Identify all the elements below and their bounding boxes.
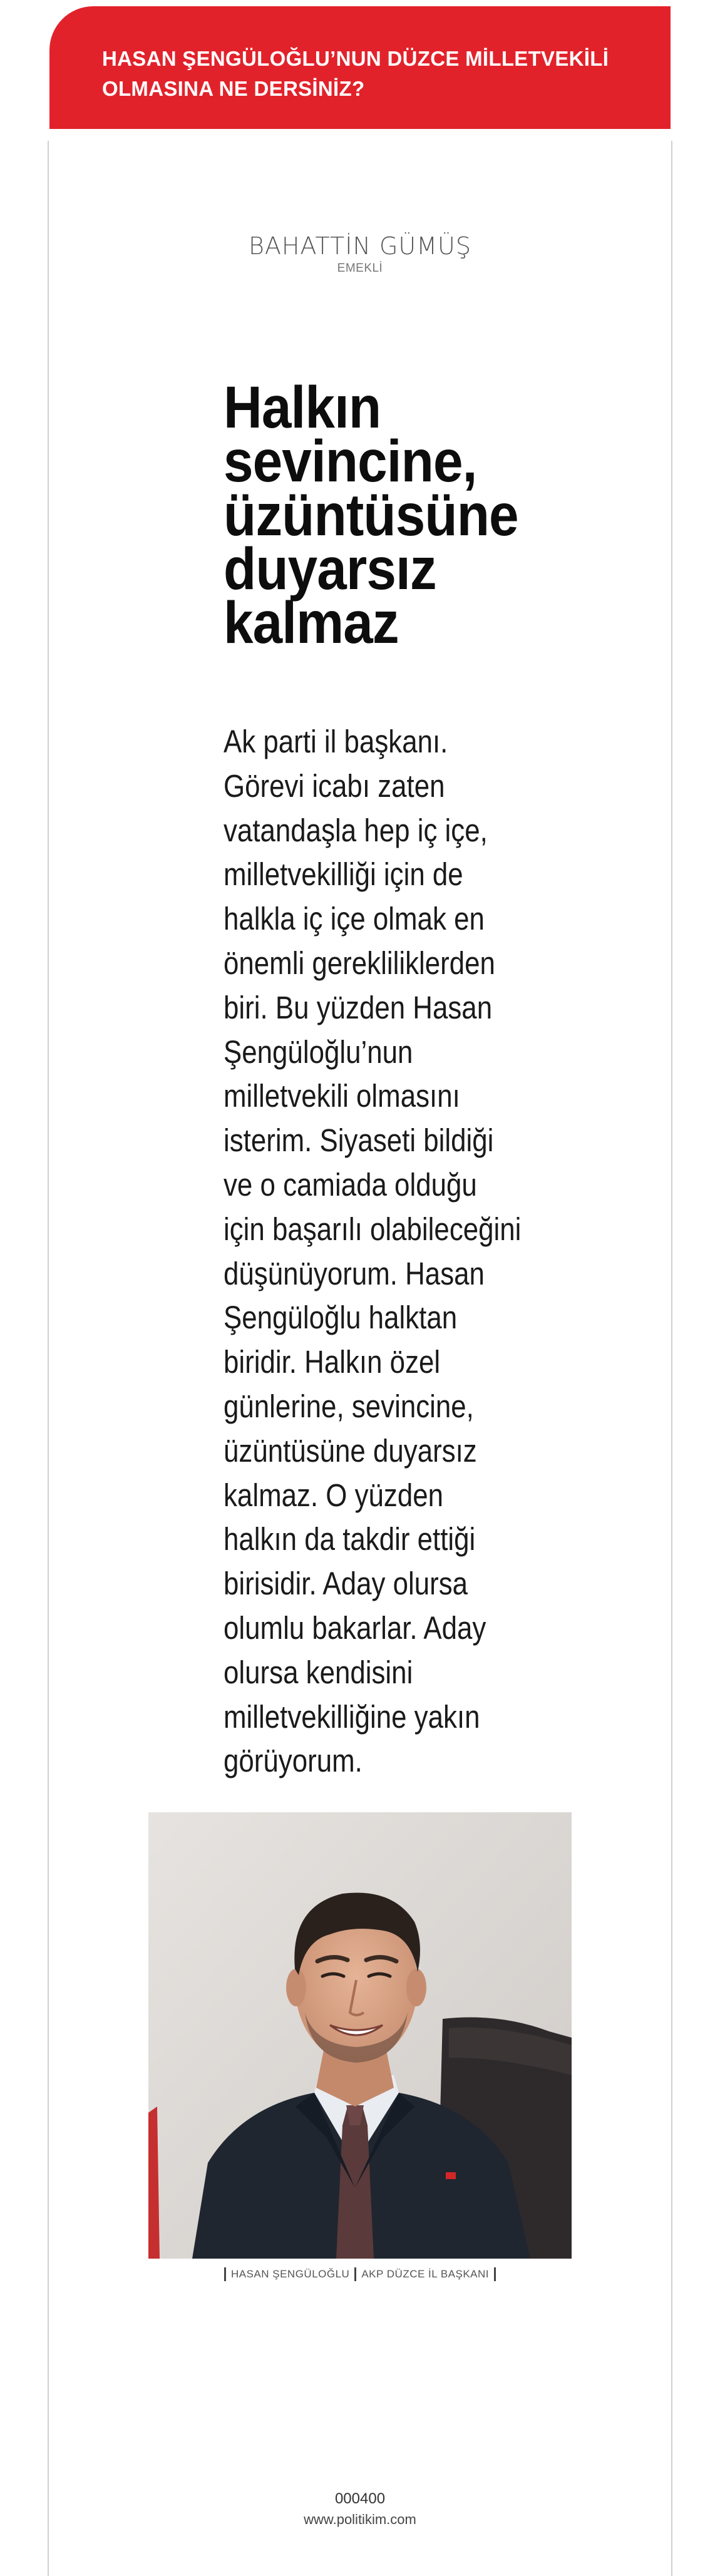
body-line: olursa kendisini (224, 1654, 413, 1690)
body-line: ve o camiada olduğu (224, 1166, 477, 1203)
page-footer (0, 2488, 720, 2530)
body-line: kalmaz. O yüzden (224, 1477, 444, 1513)
author-role: EMEKLİ (337, 262, 383, 275)
body-line: milletvekilliğine yakın (224, 1698, 480, 1735)
headline-line: kalmaz (224, 590, 399, 656)
panel-border-left (48, 141, 49, 2576)
article-body (224, 720, 522, 1783)
body-line: milletvekili olmasını (224, 1078, 460, 1114)
question-banner (49, 6, 671, 129)
author-name: BAHATTİN GÜMÜŞ (249, 232, 471, 260)
body-line: Şengüloğlu halktan (224, 1300, 458, 1336)
question-title: HASAN ŞENGÜLOĞLU’NUN DÜZCE MİLLETVEKİLİ OLMASINA NE DERSİNİZ? (102, 47, 609, 100)
headline (224, 374, 528, 656)
headline-line: duyarsız (224, 536, 436, 602)
body-line: birisidir. Aday olursa (224, 1566, 468, 1602)
body-line: Şengüloğlu’nun (224, 1034, 413, 1070)
photo-caption (0, 2267, 720, 2281)
panel-border-right (671, 141, 672, 2576)
body-line: halkla iç içe olmak en (224, 901, 485, 937)
caption-divider (494, 2267, 496, 2281)
body-line: halkın da takdir ettiği (224, 1521, 476, 1557)
body-line: önemli gerekliliklerden (224, 945, 495, 981)
body-line: isterim. Siyaseti bildiği (224, 1122, 494, 1159)
body-line: olumlu bakarlar. Aday (224, 1609, 486, 1646)
portrait-photo (148, 1812, 572, 2259)
caption-divider (354, 2267, 356, 2281)
headline-line: üzüntüsüne (224, 482, 518, 548)
body-line: düşünüyorum. Hasan (224, 1255, 485, 1291)
headline-line: sevincine, (224, 428, 477, 495)
footer-url: www.politikim.com (304, 2512, 416, 2527)
body-line: biri. Bu yüzden Hasan (224, 989, 493, 1025)
caption-title: AKP DÜZCE İL BAŞKANI (361, 2268, 490, 2280)
body-line: Görevi icabı zaten (224, 767, 445, 804)
author-block (0, 232, 720, 275)
body-line: Ak parti il başkanı. (224, 724, 448, 759)
caption-divider (224, 2267, 226, 2281)
body-line: vatandaşla hep iç içe, (224, 812, 488, 848)
body-line: günlerine, sevincine, (224, 1388, 474, 1424)
footer-code: 000400 (334, 2490, 386, 2507)
body-line: biridir. Halkın özel (224, 1344, 441, 1380)
caption-name: HASAN ŞENGÜLOĞLU (230, 2268, 350, 2280)
body-line: görüyorum. (224, 1743, 363, 1779)
headline-line: Halkın (224, 374, 381, 441)
body-line: üzüntüsüne duyarsız (224, 1432, 477, 1469)
body-line: milletvekilliği için de (224, 856, 463, 893)
body-line: için başarılı olabileceğini (224, 1211, 522, 1247)
